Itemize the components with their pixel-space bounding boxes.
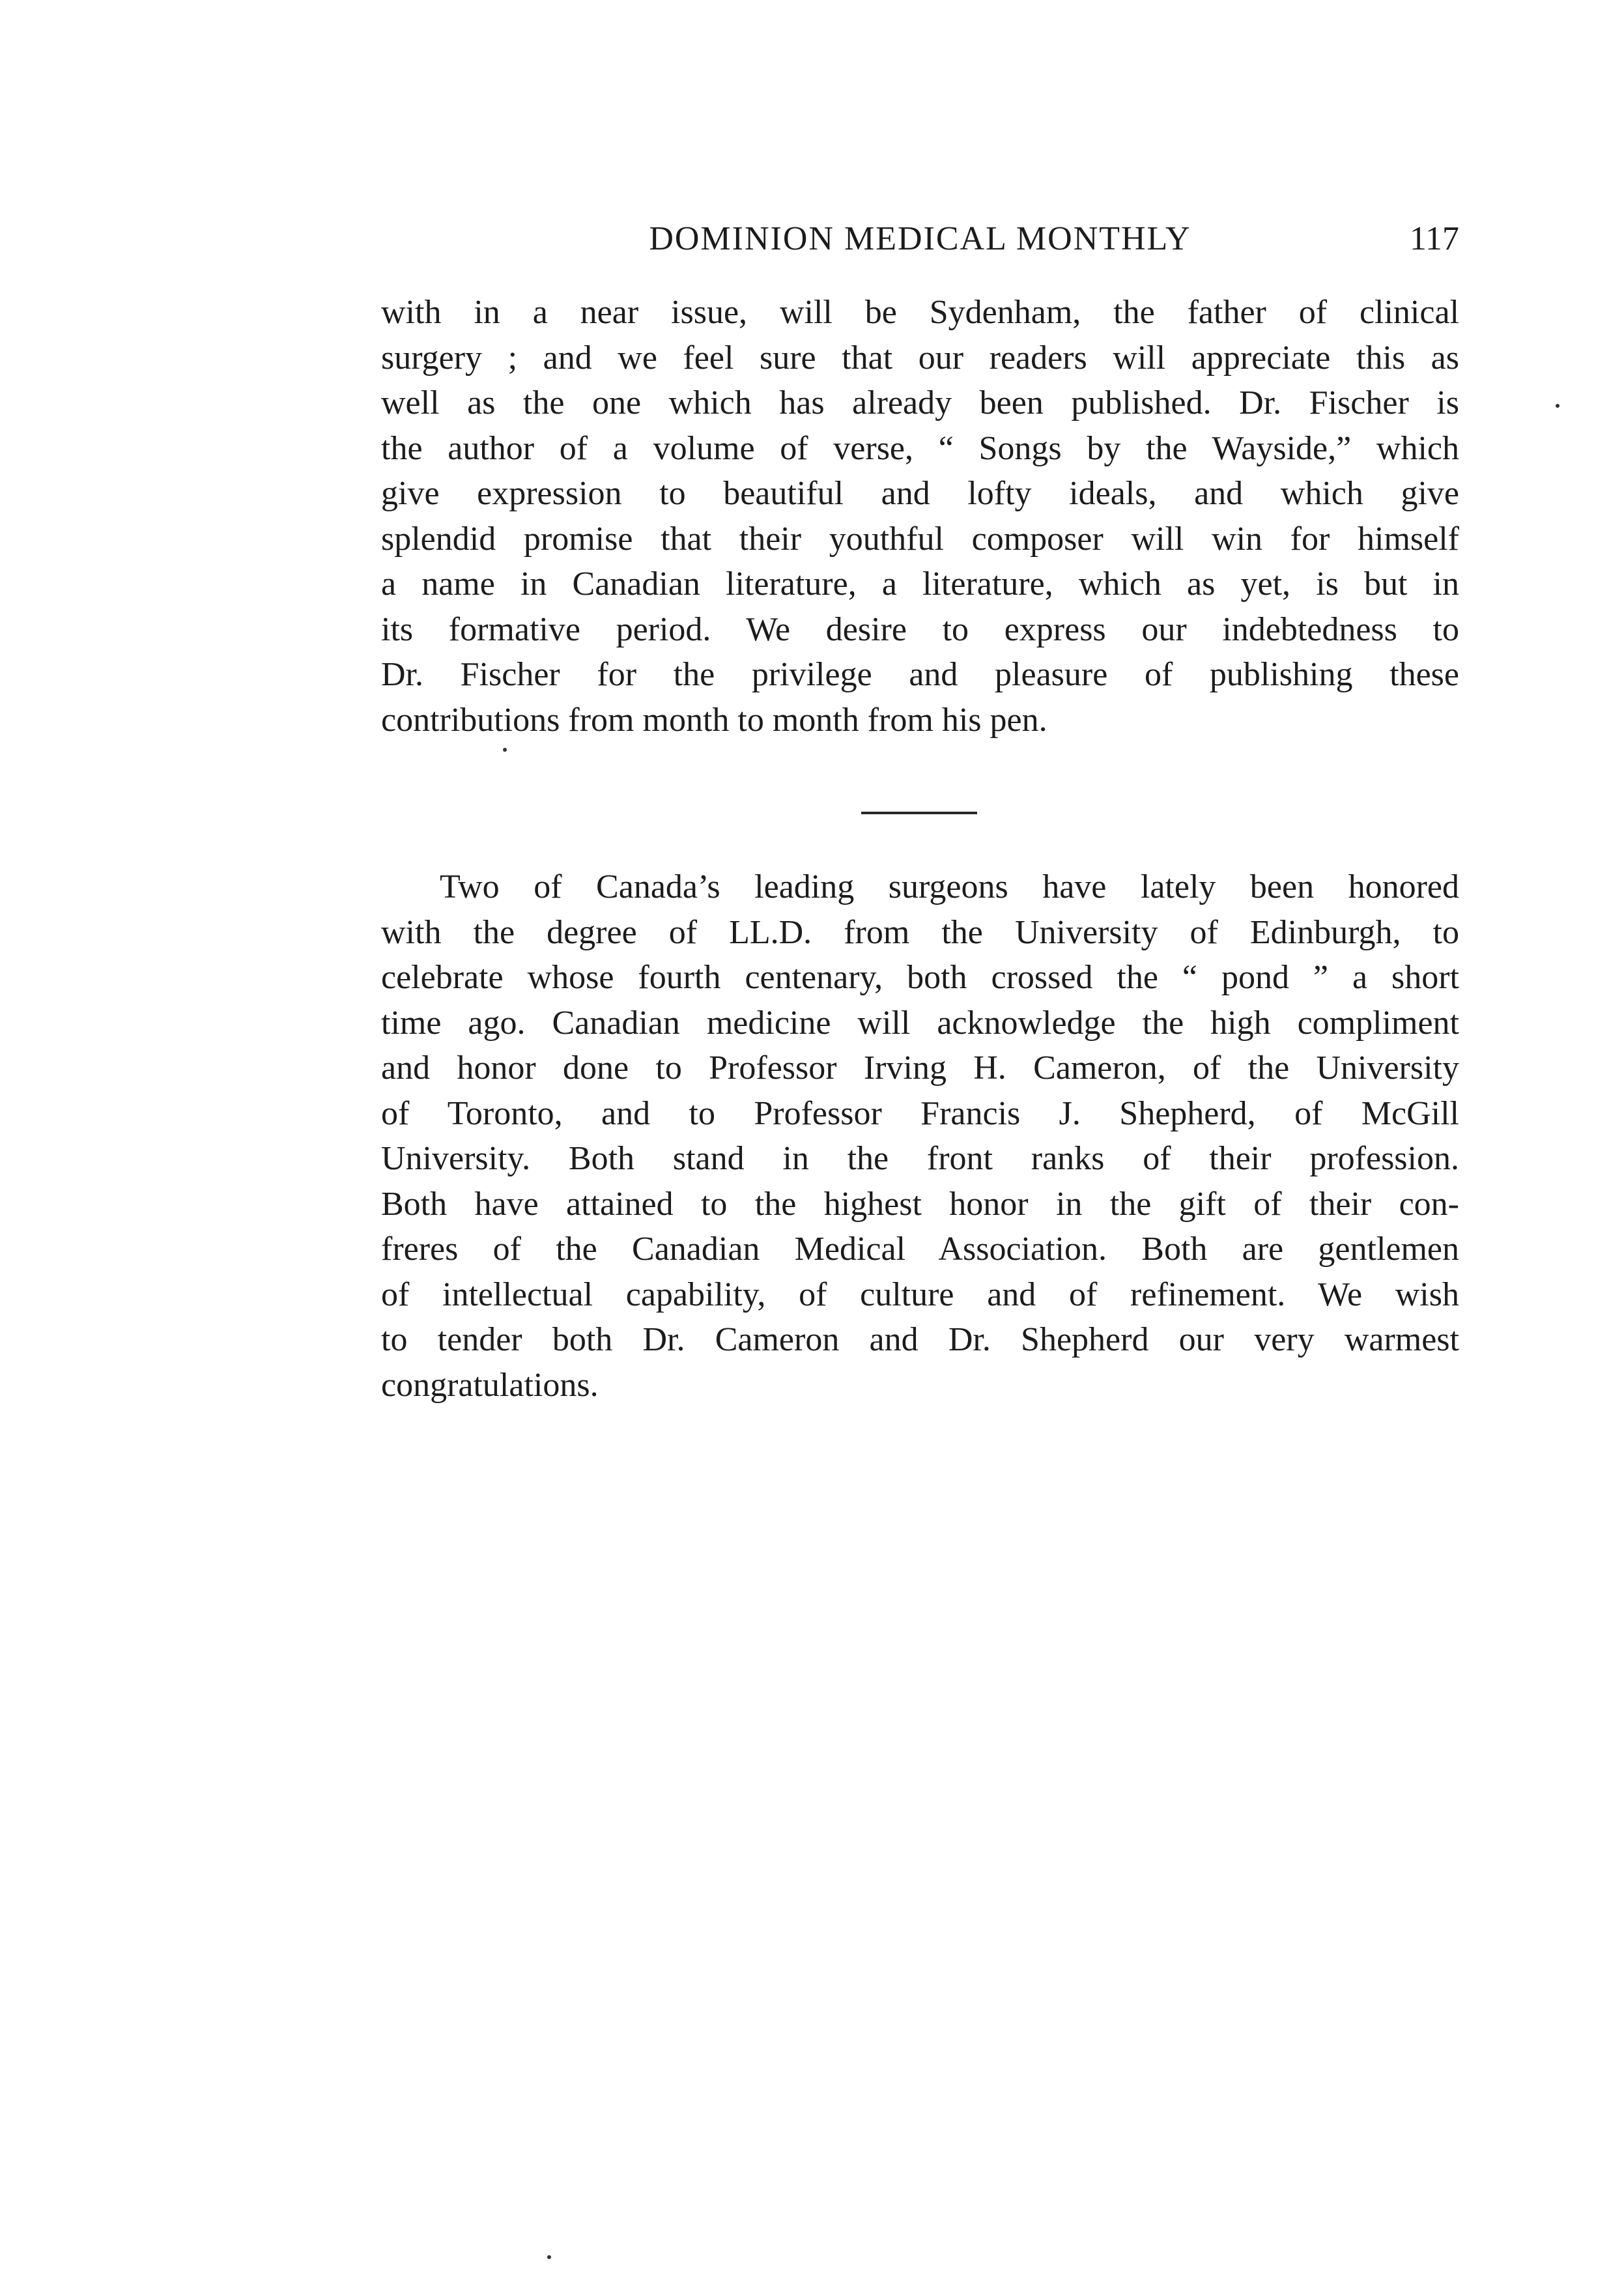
text-line: splendid promise that their youthful composer will win for himself: [381, 520, 1459, 558]
text-line: Both have attained to the highest honor in the gift of their con-: [381, 1185, 1459, 1223]
text-line: with the degree of LL.D. from the University of Edinburgh, to: [381, 913, 1459, 951]
text-line: surgery ; and we feel sure that our readers will appreciate this as: [381, 339, 1459, 377]
paragraph-surgeons-honored: [381, 864, 1459, 1408]
page-number: 117: [1409, 220, 1459, 257]
scan-speck: [1556, 404, 1560, 408]
scan-speck: [503, 748, 507, 752]
paragraph-fischer: [381, 290, 1459, 743]
text-line: with in a near issue, will be Sydenham, the father of clinical: [381, 294, 1459, 331]
text-line: of intellectual capability, of culture and of refinement. We wish: [381, 1275, 1459, 1313]
text-line: University. Both stand in the front ranks of their profession.: [381, 1140, 1459, 1177]
text-line: Dr. Fischer for the privilege and pleasure of publishing these: [381, 656, 1459, 693]
text-line: celebrate whose fourth centenary, both crossed the “ pond ” a short: [381, 959, 1459, 996]
text-line: well as the one which has already been published. Dr. Fischer is: [381, 384, 1459, 421]
text-line: freres of the Canadian Medical Association. Both are gentlemen: [381, 1231, 1459, 1268]
journal-title: DOMINION MEDICAL MONTHLY: [649, 220, 1191, 257]
text-line: time ago. Canadian medicine will acknowledge the high compliment: [381, 1004, 1459, 1042]
text-line: Two of Canada’s leading surgeons have lately been honored: [440, 868, 1459, 905]
text-line: of Toronto, and to Professor Francis J. Shepherd, of McGill: [381, 1094, 1459, 1132]
scan-speck: [547, 2255, 551, 2259]
text-line: to tender both Dr. Cameron and Dr. Shepherd our very warmest: [381, 1321, 1459, 1358]
running-header: [381, 216, 1459, 262]
text-line: a name in Canadian literature, a literature, which as yet, is but in: [381, 565, 1459, 603]
text-line: give expression to beautiful and lofty ideals, and which give: [381, 475, 1459, 512]
text-line: its formative period. We desire to express our indebtedness to: [381, 610, 1459, 648]
text-line: and honor done to Professor Irving H. Cameron, of the University: [381, 1049, 1459, 1087]
text-line: congratulations.: [381, 1366, 599, 1404]
text-line: contributions from month to month from his pen.: [381, 701, 1047, 739]
section-divider: [861, 812, 977, 814]
text-line: the author of a volume of verse, “ Songs by the Wayside,” which: [381, 429, 1459, 467]
